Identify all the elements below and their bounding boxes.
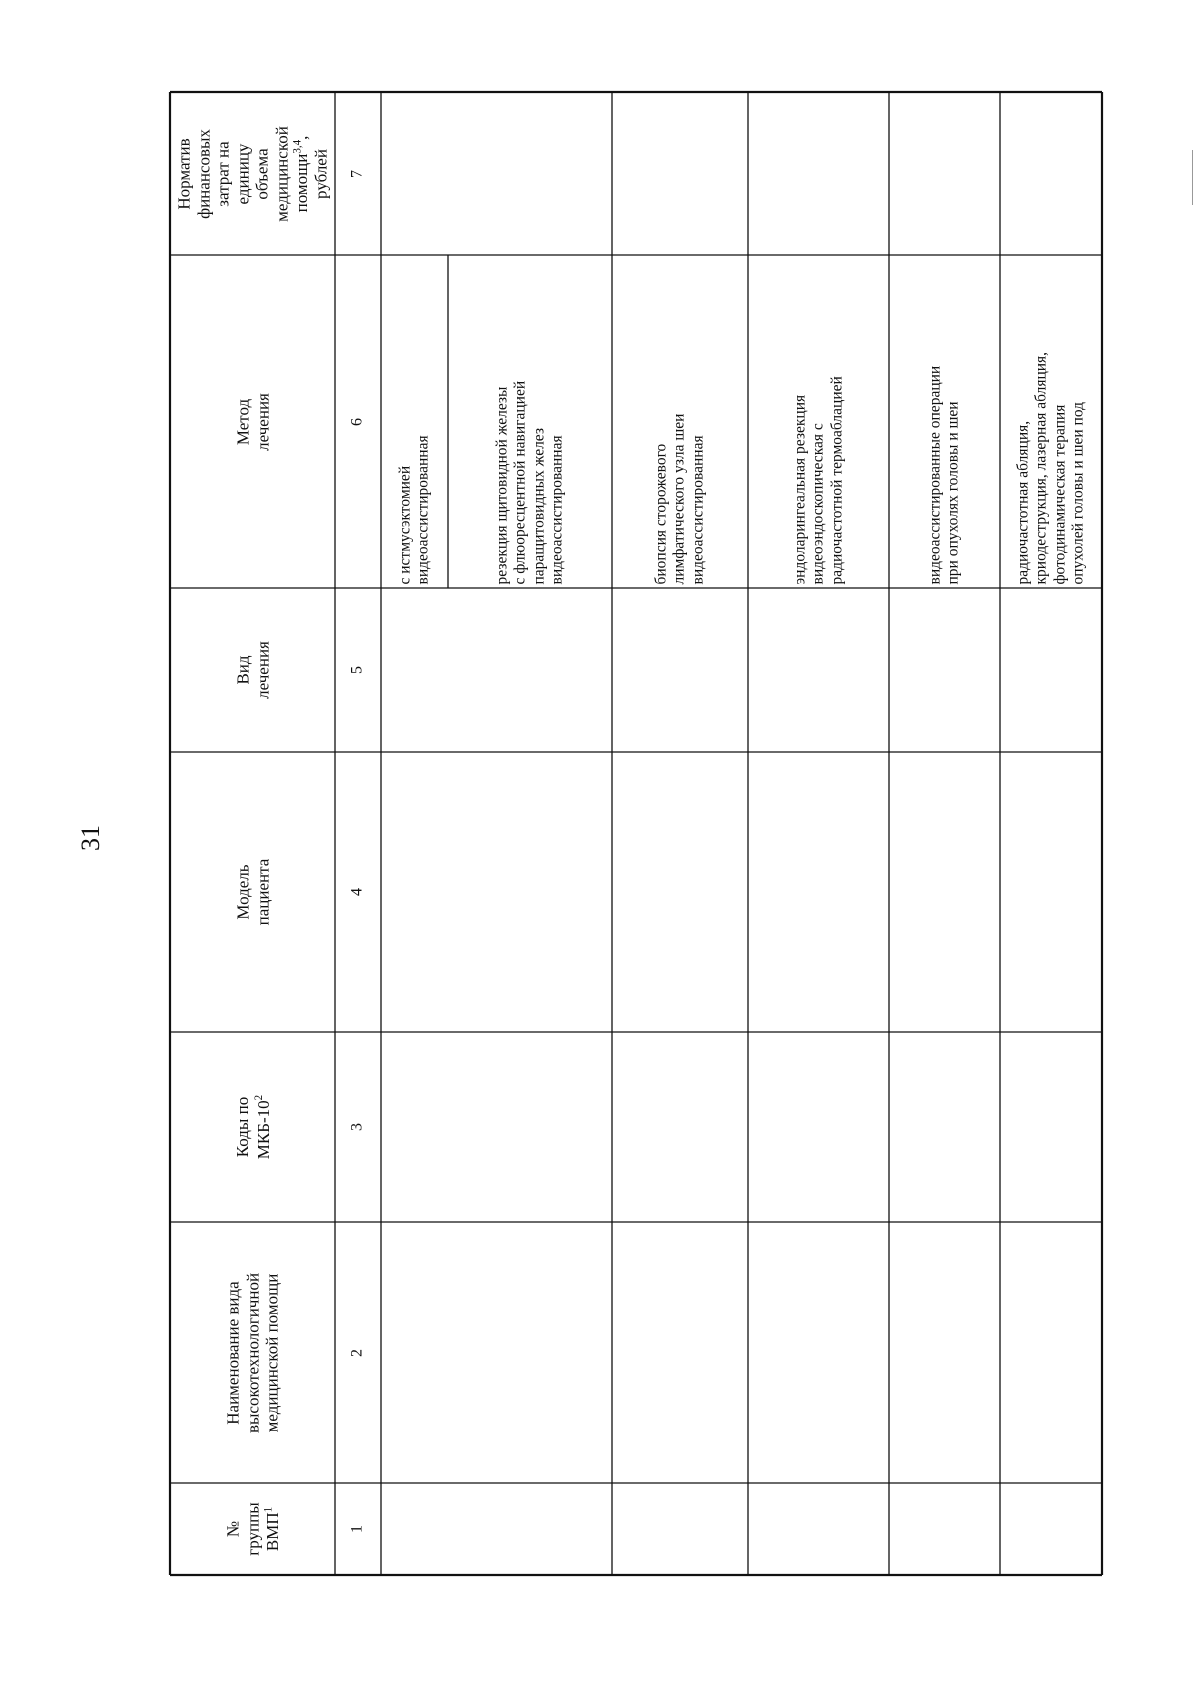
method-cell-3: биопсия сторожевого лимфатического узла шеи видеоассистированная: [652, 413, 707, 584]
scan-artifact-line: [1192, 150, 1193, 205]
header-icd-codes: Коды по МКБ-$10^2$: [232, 1094, 272, 1160]
header-treatment-method: Метод лечения: [232, 392, 272, 451]
method-cell-5: видеоассистированные операции при опухолях головы и шеи: [926, 365, 962, 584]
method-cell-1: с истмусэктомией видеоассистированная: [396, 434, 432, 584]
column-number-1: 1: [348, 1525, 366, 1533]
header-care-name: Наименование вида высокотехнологичной медицинской помощи: [223, 1272, 282, 1433]
page-number: 31: [76, 825, 105, 851]
header-cost-standard: Норматив финансовых затрат на единицу объема медицинской помощи$^{3,4}$, рублей: [173, 125, 331, 222]
column-number-7: 7: [348, 169, 366, 178]
column-number-5: 5: [348, 666, 366, 674]
column-number-2: 2: [348, 1348, 366, 1357]
column-number-3: 3: [348, 1123, 366, 1131]
method-cell-6: радиочастотная абляция, криодеструкция, лазерная абляция, фотодинамическая терапия опухолей головы и шеи под: [1014, 351, 1087, 584]
header-group-number: № группы ВМП$^1$: [222, 1502, 282, 1556]
column-number-6: 6: [348, 417, 366, 426]
header-patient-model: Модель пациента: [232, 858, 272, 926]
header-treatment-type: Вид лечения: [232, 641, 272, 699]
method-cell-2: резекция щитовидной железы с флюоресцентной навигацией паращитовидных желез видеоассистированная: [493, 380, 566, 584]
column-number-4: 4: [348, 888, 366, 896]
method-cell-4: эндоларингеальная резекция видеоэндоскопическая с радиочастотной термоаблацией: [791, 375, 845, 584]
